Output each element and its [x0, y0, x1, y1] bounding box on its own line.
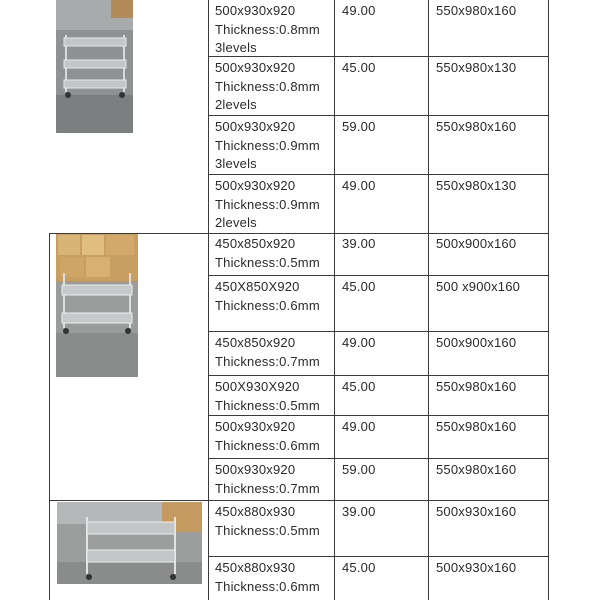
package-cell: 550x980x160 — [436, 119, 517, 134]
grid-line — [208, 115, 549, 116]
thickness-value: Thickness:0.5mm — [215, 397, 320, 413]
thickness-value: Thickness:0.9mm — [215, 137, 320, 153]
grid-line — [548, 0, 549, 600]
grid-line — [208, 415, 549, 416]
size-value: 450x880x930 — [215, 504, 296, 519]
size-cell — [215, 418, 320, 455]
package-cell: 500x930x160 — [436, 504, 517, 519]
size-cell — [215, 378, 320, 415]
size-cell — [215, 559, 320, 596]
trolley-2level-image — [56, 233, 138, 377]
grid-line — [334, 0, 335, 600]
package-cell: 550x980x160 — [436, 419, 517, 434]
trolley-photo-1 — [56, 0, 133, 133]
grid-line — [208, 331, 549, 332]
levels-value: 3levels — [215, 40, 257, 55]
thickness-value: Thickness:0.6mm — [215, 297, 320, 313]
price-cell: 49.00 — [342, 419, 376, 434]
grid-line — [208, 458, 549, 459]
thickness-value: Thickness:0.6mm — [215, 437, 320, 453]
grid-line — [49, 233, 50, 600]
levels-value: 2levels — [215, 97, 257, 112]
size-cell — [215, 59, 320, 115]
grid-line — [208, 0, 209, 600]
package-cell: 500x900x160 — [436, 236, 517, 251]
package-cell: 500x900x160 — [436, 335, 517, 350]
grid-line — [428, 0, 429, 600]
thickness-value: Thickness:0.5mm — [215, 522, 320, 538]
package-cell: 550x980x160 — [436, 462, 517, 477]
price-cell: 49.00 — [342, 178, 376, 193]
price-cell: 39.00 — [342, 504, 376, 519]
size-cell — [215, 461, 320, 498]
thickness-value: Thickness:0.5mm — [215, 254, 320, 270]
levels-value: 2levels — [215, 215, 257, 230]
size-value: 450x850x920 — [215, 236, 296, 251]
price-cell: 49.00 — [342, 3, 376, 18]
grid-line — [208, 174, 549, 175]
thickness-value: Thickness:0.7mm — [215, 353, 320, 369]
size-cell — [215, 2, 320, 58]
thickness-value: Thickness:0.8mm — [215, 21, 320, 37]
size-value: 500x930x920 — [215, 178, 296, 193]
size-value: 450x850x920 — [215, 335, 296, 350]
grid-line — [208, 375, 549, 376]
package-cell: 500 x900x160 — [436, 279, 521, 294]
price-cell: 45.00 — [342, 379, 376, 394]
size-value: 500x930x920 — [215, 60, 296, 75]
size-value: 500X930X920 — [215, 379, 300, 394]
price-cell: 45.00 — [342, 60, 376, 75]
size-value: 500x930x920 — [215, 462, 296, 477]
size-value: 500x930x920 — [215, 3, 296, 18]
thickness-value: Thickness:0.8mm — [215, 78, 320, 94]
thickness-value: Thickness:0.9mm — [215, 196, 320, 212]
package-cell: 550x980x160 — [436, 3, 517, 18]
trolley-3level-image — [56, 0, 133, 133]
size-cell — [215, 278, 320, 315]
size-cell — [215, 177, 320, 233]
trolley-photo-3 — [57, 502, 202, 584]
size-value: 500x930x920 — [215, 119, 296, 134]
package-cell: 550x980x130 — [436, 60, 517, 75]
price-cell: 49.00 — [342, 335, 376, 350]
thickness-value: Thickness:0.7mm — [215, 480, 320, 496]
size-cell — [215, 503, 320, 540]
package-cell: 500x930x160 — [436, 560, 517, 575]
thickness-value: Thickness:0.6mm — [215, 578, 320, 594]
grid-line — [49, 500, 549, 501]
price-cell: 59.00 — [342, 119, 376, 134]
size-value: 450x880x930 — [215, 560, 296, 575]
grid-line — [208, 275, 549, 276]
price-cell: 59.00 — [342, 462, 376, 477]
size-value: 500x930x920 — [215, 419, 296, 434]
levels-value: 3levels — [215, 156, 257, 171]
price-cell: 45.00 — [342, 560, 376, 575]
size-cell — [215, 334, 320, 371]
grid-line — [208, 556, 549, 557]
grid-line — [49, 233, 549, 234]
package-cell: 550x980x130 — [436, 178, 517, 193]
trolley-guardrail-image — [57, 502, 202, 584]
package-cell: 550x980x160 — [436, 379, 517, 394]
price-cell: 45.00 — [342, 279, 376, 294]
price-cell: 39.00 — [342, 236, 376, 251]
size-value: 450X850X920 — [215, 279, 300, 294]
size-cell — [215, 235, 320, 272]
size-cell — [215, 118, 320, 174]
trolley-photo-2 — [56, 233, 138, 377]
